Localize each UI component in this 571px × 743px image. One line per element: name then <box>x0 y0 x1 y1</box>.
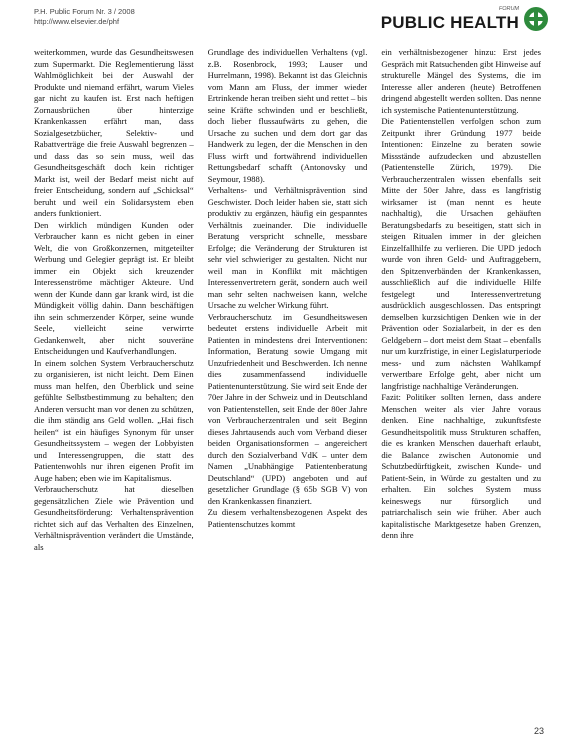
paragraph: Verbraucherschutz hat dieselben gegensätzlichen Ziele wie Prävention und Gesundheitsförderung: Verhaltensprävention richtet sich auf das Verhalten des Einzelnen, Verhältnisprävention verändert die Umstände, als <box>34 484 194 552</box>
article-body <box>34 47 541 737</box>
text-column-2 <box>208 47 368 737</box>
public-health-forum-logo-icon <box>523 6 549 32</box>
paragraph: Fazit: Politiker sollten lernen, dass andere Menschen weiter als vier Jahre voraus denken. Eine nachhaltige, zukunftsfeste Gesundheitspolitik muss Strukturen schaffen, die es kranken Menschen dauerhaft erlaubt, die Balance zwischen Autonomie und Schutzbedürftigkeit, zwischen Kunde- und Patient-Sein, in Würde zu gestalten und zu erhalten. Ein solches System muss keineswegs nur fürsorglich und patriarchalisch sein wie früher. Aber auch kapitalistische Marktgesetze haben Grenzen, denn ihre <box>381 392 542 540</box>
text-column-3 <box>381 47 541 737</box>
page-header <box>0 0 571 42</box>
brand-words <box>381 6 519 32</box>
paragraph: Die Patientenstellen verfolgen schon zum Zeitpunkt ihrer Gründung 1977 beide Intentionen: Einzelne zu beraten sowie Missstände aufzudecken und abzustellen (Patientenstelle Zürich, 1979). Die Verbraucherzentralen wissen ebenfalls seit Mitte der 50er Jahre, dass es langfristig wirksamer ist (man nennt es heute nachhaltig), die Ursachen gehäuften Beratungsbedarfs zu beseitigen, statt sich in steigen Ritualen immer in der gleichen Einzelfallhilfe zu verlieren. Die UPD jedoch wurde von ihren Geld- und Auftraggebern, den Spitzenverbänden der Krankenkassen, ausschließlich auf die individuelle Hilfe festgelegt und Interessenvertretung ausdrücklich ausgeschlossen. Das entspringt demselben kurzsichtigen Denken wie in der Prävention oder Sozialarbeit, in der es den Geldgebern – dort meist dem Staat – ebenfalls nur um kurzfristige, in einer Legislaturperiode mess- und zum nächsten Wahlkampf verwertbare Erfolge geht, aber nicht um langfristige nachhaltige Veränderungen. <box>381 116 542 391</box>
paragraph: ein verhältnisbezogener hinzu: Erst jedes Gespräch mit Ratsuchenden gibt Hinweise auf strukturelle Mängel des Systems, die im Interesse aller anderen (heute) Betroffenen dringend abgestellt werden sollten. Das nenne ich systemische Patientenunterstützung. <box>381 47 542 115</box>
brand-title: PUBLIC HEALTH <box>380 13 519 32</box>
journal-url[interactable]: http://www.elsevier.de/phf <box>34 17 120 26</box>
journal-brand <box>381 6 549 32</box>
paragraph: Verbraucherschutz im Gesundheitswesen bedeutet erstens individuelle Arbeit mit Patienten in mindestens drei Interventionen: Information, Beratung sowie Umgang mit Unzufriedenheit und Beschwerden. Ich nenne dies zusammenfassend individuelle Patientenunterstützung. Sie wird seit Ende der 70er Jahre in der Schweiz und in Deutschland von Patientenstellen, seit Ende der 80er Jahre von Verbraucherzentralen und seit Beginn dieses Jahrtausends auch vom Verband dieser beiden Organisationsformen – angereichert durch den Sozialverband VdK – unter dem Namen „Unabhängige Patientenberatung Deutschland“ (UPD) angeboten und auf gesetzlicher Grundlage (§ 65b SGB V) von den Krankenkassen finanziert. <box>207 311 368 506</box>
brand-forum-label: FORUM <box>498 6 519 12</box>
paragraph: weiterkommen, wurde das Gesundheitswesen zum Supermarkt. Die Reglementierung lässt Wahlmöglichkeit bei der Auswahl der Produkte und niemand erfährt, warum Vieles gar nicht zu kaufen ist. Erst nach heftigen Zornausbrüchen über hinterzige Krankenkassen erfährt man, dass Sozialgesetzbücher, Selektiv- und Rabattverträge die freie Auswahl begrenzen – und dass das so sein muss, weil das Gesundheitsgeschäft doch kein richtiger Markt ist, weil der Bedarf meist nicht auf freier Entscheidung, sondern auf „Schicksal“ beruht und weil ein Solidarsystem eben anders funktioniert. <box>34 47 194 218</box>
paragraph: Den wirklich mündigen Kunden oder Verbraucher kann es nicht geben in einer Welt, die von Großkonzernen, mitgeteilter Werbung und Gelegier geprägt ist. Er bleibt immer ein Objekt sich kreuzender Interessenströme mächtiger Akteure. Und wenn der Kunde dann gar krank wird, ist die Mündigkeit völlig dahin. Dann beschäftigen ihn sein schmerzender Körper, seine wunde Seele, vielleicht seine verwirrte Gedankenwelt, aber nicht souveräne Entscheidungen und Kaufverhandlungen. <box>34 219 194 356</box>
paragraph: Grundlage des individuellen Verhaltens (vgl. z.B. Rosenbrock, 1993; Lauser und Hurrelmann, 1998). Bekannt ist das Gleichnis vom Mann am Fluss, der immer wieder Ertrinkende heran treiben sieht und rettet – bis seine Kräfte schwinden und er beschließt, doch lieber flussaufwärts zu gehen, die Ursache zu suchen und dem dort gar das Handwerk zu legen, der die Menschen in den Fluss wirft und fortwährend individuellen Rettungsbedarf schafft (Antonovsky und Seymour, 1988). <box>207 47 368 184</box>
journal-issue: P.H. Public Forum Nr. 3 / 2008 <box>34 7 135 16</box>
paragraph: Verhaltens- und Verhältnisprävention sind Geschwister. Doch leider haben sie, statt sich produktiv zu ergänzen, häufig ein gespanntes Verhältnis zueinander. Die individuelle Beratung verspricht schnelle, messbare Erfolge; die Veränderung der Strukturen ist sehr viel schwieriger zu gestalten. Nicht nur weil man in Konflikt mit mächtigen Interessenvertretern gerät, sondern auch weil man sehr selten nachweisen kann, welche Ursache zu welcher Wirkung führt. <box>207 185 368 310</box>
journal-meta <box>34 7 135 27</box>
paragraph: In einem solchen System Verbraucherschutz zu organisieren, ist nicht leicht. Dem Einen muss man helfen, den Überblick und seine gefühlte Selbstbestimmung zu behalten; den Anderen versucht man vor denen zu schützen, die ihm ständig ans Geld wollen. „Hai fisch heilen“ ist ein häufiges Synonym für unser Gesundheitssystem – wegen der Lobbyisten und Interessengruppen, die statt des Patientenwohls nur ihren eigenen Profit im Auge haben; eben wie im Kapitalismus. <box>34 357 194 483</box>
paragraph: Zu diesem verhaltensbezogenen Aspekt des Patientenschutzes kommt <box>207 507 368 529</box>
text-column-1 <box>34 47 194 737</box>
page-number: 23 <box>533 726 544 736</box>
